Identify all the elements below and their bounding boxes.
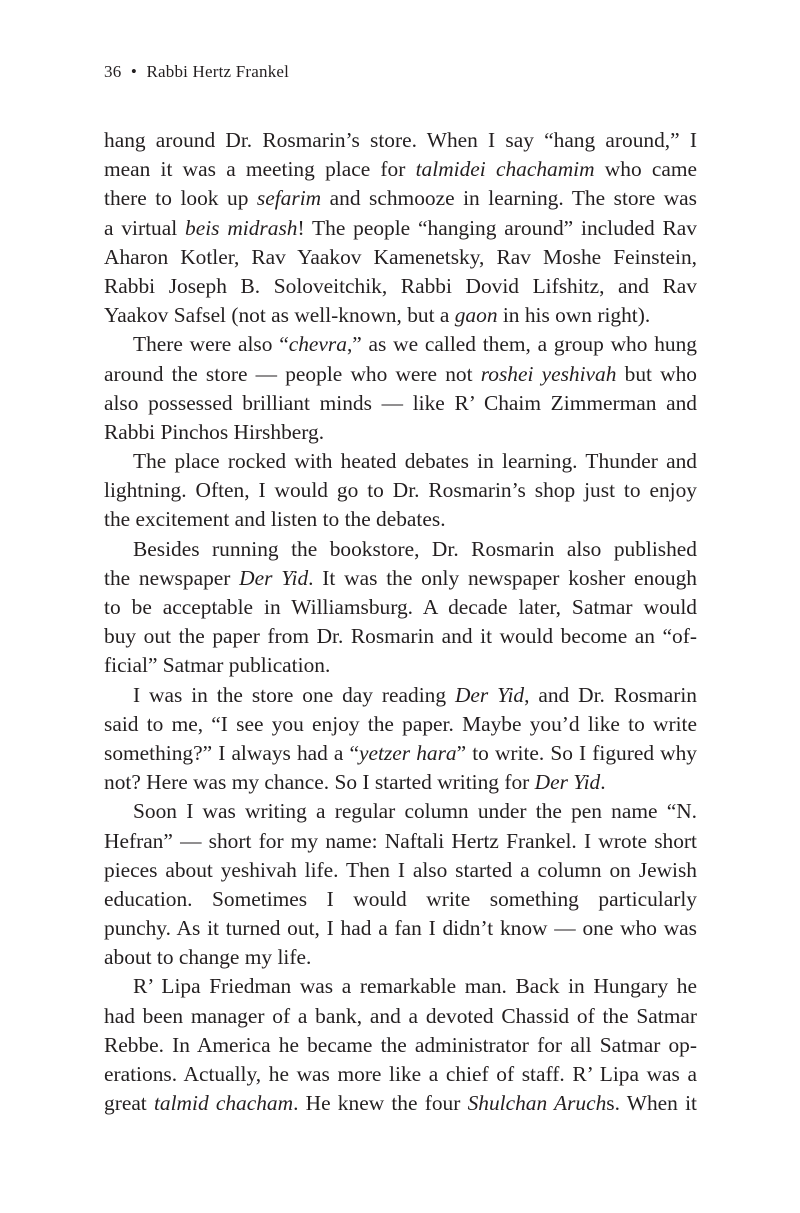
text-line [104, 243, 697, 272]
body-text [104, 126, 697, 1118]
text-run: ficial” Satmar publication. [104, 653, 331, 678]
text-run: around the store — people who were not [104, 361, 481, 386]
text-run: said to me, “I see you enjoy the paper. Maybe you’d like to write [104, 711, 697, 736]
text-line [104, 272, 697, 301]
text-run: pieces about yeshivah life. Then I also started a column on Jewish [104, 857, 697, 882]
text-line [104, 564, 697, 593]
text-line [104, 797, 697, 826]
book-title: Rabbi Hertz Frankel [146, 62, 290, 81]
text-run: Rebbe. In America he became the administrator for all Satmar op- [104, 1032, 697, 1057]
text-run: lightning. Often, I would go to Dr. Rosmarin’s shop just to enjoy [104, 478, 697, 503]
text-line [104, 301, 697, 330]
text-line [104, 1002, 697, 1031]
text-line [104, 943, 697, 972]
text-run: great [104, 1091, 154, 1116]
italic-term: Der Yid [534, 770, 601, 795]
text-run: , and Dr. Rosmarin [524, 682, 698, 707]
text-run: and schmooze in learning. The store was [321, 186, 697, 211]
text-line [104, 126, 697, 155]
bullet-separator: • [130, 62, 138, 81]
italic-term: Der Yid [454, 682, 525, 707]
text-run: something?” I always had a “ [104, 740, 360, 765]
text-run: had been manager of a bank, and a devoted Chassid of the Satmar [104, 1003, 697, 1028]
italic-term: talmidei chachamim [415, 157, 595, 182]
paragraph [104, 126, 697, 330]
text-run: . He knew the four [293, 1091, 468, 1116]
text-run: Hefran” — short for my name: Naftali Hertz Frankel. I wrote short [104, 828, 697, 853]
text-run: not? Here was my chance. So I started writing for [104, 770, 535, 795]
text-run: ” to write. So I figured why [456, 740, 697, 765]
text-run: education. Sometimes I would write something particularly [104, 886, 697, 911]
text-line [104, 827, 697, 856]
italic-term: chevra [288, 332, 347, 357]
text-line [104, 476, 697, 505]
text-line [104, 681, 697, 710]
text-run: The place rocked with heated debates in learning. Thunder and [133, 449, 697, 474]
running-head [104, 62, 289, 82]
text-line [104, 885, 697, 914]
text-line [104, 914, 697, 943]
text-line [104, 622, 697, 651]
text-run: the excitement and listen to the debates. [104, 507, 446, 532]
paragraph [104, 535, 697, 681]
text-run: mean it was a meeting place for [104, 157, 416, 182]
text-run: . It was the only newspaper kosher enough [308, 565, 697, 590]
text-line [104, 418, 697, 447]
italic-term: gaon [454, 303, 498, 328]
text-line [104, 505, 697, 534]
italic-term: beis midrash [185, 215, 298, 240]
text-line [104, 593, 697, 622]
text-run: in his own right). [497, 303, 651, 328]
text-run: Rabbi Pinchos Hirshberg. [104, 419, 325, 444]
italic-term: sefarim [256, 186, 322, 211]
paragraph [104, 972, 697, 1118]
text-run: Aharon Kotler, Rav Yaakov Kamenetsky, Rav Moshe Feinstein, [104, 244, 697, 269]
text-run: there to look up [104, 186, 257, 211]
text-run: ! The people “hanging around” included Rav [297, 215, 697, 240]
italic-term: Der Yid [239, 565, 309, 590]
italic-term: Shulchan Aruch [467, 1091, 607, 1116]
text-run: Yaakov Safsel (not as well-known, but a [104, 303, 455, 328]
text-line [104, 972, 697, 1001]
italic-term: roshei yeshivah [480, 361, 617, 386]
text-run: also possessed brilliant minds — like R’ Chaim Zimmerman and [104, 390, 697, 415]
text-line [104, 447, 697, 476]
paragraph [104, 447, 697, 535]
text-run: . [600, 770, 606, 795]
text-run: a virtual [104, 215, 186, 240]
text-line [104, 1060, 697, 1089]
text-run: who came [594, 157, 697, 182]
text-run: ,” as we called them, a group who hung [346, 332, 697, 357]
text-run: Rabbi Joseph B. Soloveitchik, Rabbi Dovid Lifshitz, and Rav [104, 273, 697, 298]
text-line [104, 389, 697, 418]
text-run: s. When it [606, 1091, 697, 1116]
paragraph [104, 797, 697, 972]
paragraph [104, 330, 697, 447]
text-line [104, 1089, 697, 1118]
page-number: 36 [104, 62, 122, 81]
text-run: erations. Actually, he was more like a chief of staff. R’ Lipa was a [104, 1062, 697, 1086]
text-run: R’ Lipa Friedman was a remarkable man. Back in Hungary he [133, 974, 697, 999]
text-line [104, 856, 697, 885]
text-run: but who [616, 361, 697, 386]
text-line [104, 214, 697, 243]
text-run: buy out the paper from Dr. Rosmarin and it would become an “of- [104, 624, 697, 649]
text-line [104, 360, 697, 389]
text-line [104, 651, 697, 680]
text-run: Soon I was writing a regular column under the pen name “N. [133, 799, 697, 824]
text-line [104, 330, 697, 359]
text-line [104, 184, 697, 213]
italic-term: talmid chacham [153, 1091, 294, 1116]
text-run: the newspaper [104, 565, 240, 590]
text-line [104, 155, 697, 184]
text-line [104, 739, 697, 768]
text-line [104, 535, 697, 564]
text-line [104, 710, 697, 739]
text-run: to be acceptable in Williamsburg. A decade later, Satmar would [104, 595, 697, 619]
text-run: punchy. As it turned out, I had a fan I didn’t know — one who was [104, 916, 697, 941]
text-run: There were also “ [133, 332, 289, 357]
text-run: I was in the store one day reading [133, 682, 455, 707]
text-run: Besides running the bookstore, Dr. Rosmarin also published [133, 536, 697, 561]
italic-term: yetzer hara [359, 740, 457, 765]
text-line [104, 768, 697, 797]
text-run: hang around Dr. Rosmarin’s store. When I say “hang around,” I [104, 128, 697, 152]
paragraph [104, 681, 697, 798]
text-run: about to change my life. [104, 945, 312, 970]
text-line [104, 1031, 697, 1060]
